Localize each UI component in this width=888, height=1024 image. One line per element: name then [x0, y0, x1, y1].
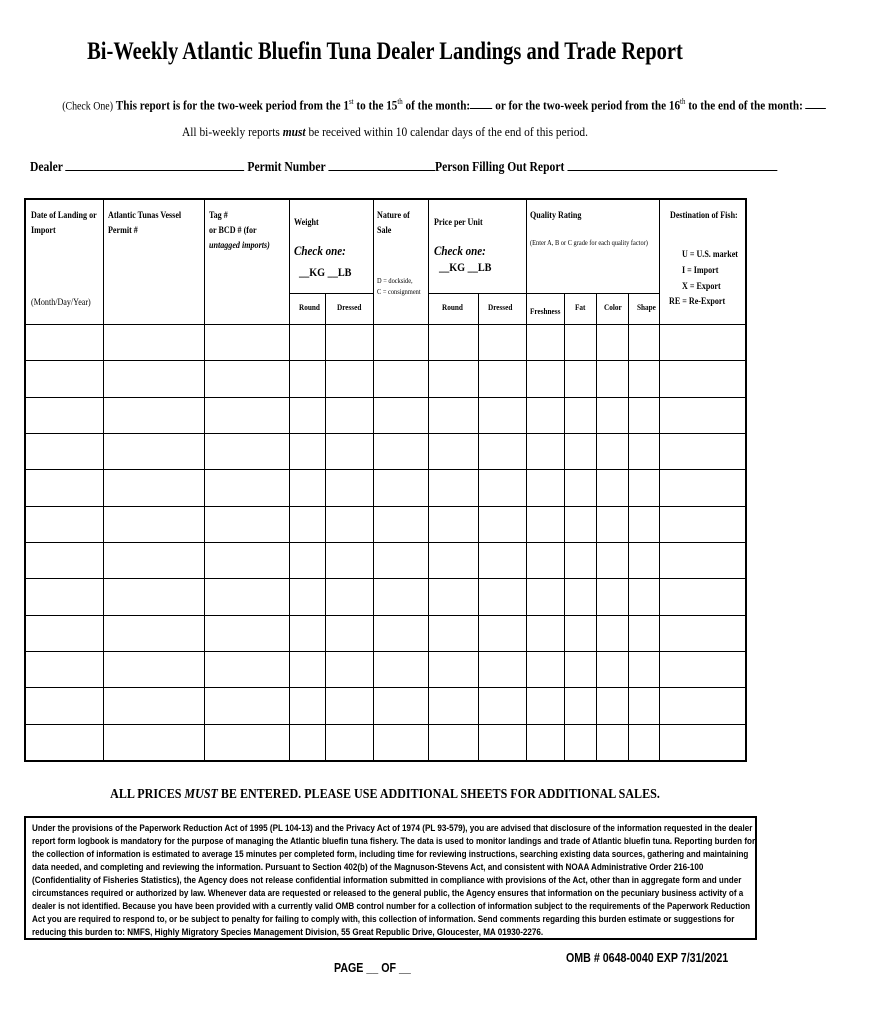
table-cell[interactable] [478, 542, 526, 578]
table-cell[interactable] [628, 651, 659, 687]
first-half-checkbox-blank[interactable] [470, 97, 492, 109]
prices-note [54, 787, 716, 803]
table-cell[interactable] [659, 397, 745, 433]
table-cell[interactable] [628, 397, 659, 433]
header-tag-2: or BCD # (for [209, 226, 257, 236]
table-cell[interactable] [596, 687, 628, 723]
table-cell[interactable] [596, 615, 628, 651]
page-of-page: PAGE __ OF __ [334, 960, 411, 975]
period-text-3: of the month: [402, 97, 471, 113]
table-cell[interactable] [26, 506, 103, 542]
permit-number-label: Permit Number [244, 159, 329, 174]
table-cell[interactable] [103, 578, 204, 614]
table-cell[interactable] [428, 324, 478, 360]
table-cell[interactable] [428, 433, 478, 469]
table-cell[interactable] [373, 469, 428, 505]
table-cell[interactable] [204, 469, 289, 505]
table-cell[interactable] [478, 360, 526, 396]
person-filling-label: Person Filling Out Report [435, 159, 568, 174]
quality-color: Color [604, 302, 622, 312]
table-cell[interactable] [526, 578, 564, 614]
table-cell[interactable] [325, 397, 373, 433]
table-cell[interactable] [526, 433, 564, 469]
dest-export: X = Export [682, 282, 721, 292]
table-cell[interactable] [373, 578, 428, 614]
prices-note-text-end: BE ENTERED. PLEASE USE ADDITIONAL SHEETS FOR ADDITIONAL SALES. [217, 787, 660, 802]
header-date-format: (Month/Day/Year) [31, 298, 91, 308]
table-cell[interactable] [596, 360, 628, 396]
table-cell[interactable] [26, 651, 103, 687]
permit-number-field[interactable] [328, 158, 435, 171]
table-cell[interactable] [526, 506, 564, 542]
second-half-checkbox-blank[interactable] [806, 97, 827, 109]
weight-sub-rule [289, 293, 373, 294]
omb-number: OMB # 0648-0040 EXP 7/31/2021 [566, 950, 729, 965]
table-cell[interactable] [289, 433, 325, 469]
table-cell[interactable] [478, 324, 526, 360]
table-cell[interactable] [428, 615, 478, 651]
table-cell[interactable] [596, 724, 628, 760]
table-cell[interactable] [103, 651, 204, 687]
form-title: Bi-Weekly Atlantic Bluefin Tuna Dealer Landings and Trade Report [87, 38, 683, 65]
table-cell[interactable] [564, 433, 596, 469]
table-cell[interactable] [596, 506, 628, 542]
prices-note-emphasis: MUST [184, 787, 218, 802]
table-cell[interactable] [659, 506, 745, 542]
table-cell[interactable] [289, 397, 325, 433]
table-cell[interactable] [564, 687, 596, 723]
table-cell[interactable] [204, 360, 289, 396]
table-cell[interactable] [428, 578, 478, 614]
table-cell[interactable] [204, 687, 289, 723]
table-cell[interactable] [659, 687, 745, 723]
table-cell[interactable] [659, 324, 745, 360]
header-date-2: Import [31, 226, 56, 236]
table-cell[interactable] [325, 324, 373, 360]
deadline-text-end: be received within 10 calendar days of the end of this period. [305, 124, 589, 139]
table-cell[interactable] [478, 724, 526, 760]
table-cell[interactable] [103, 324, 204, 360]
table-cell[interactable] [478, 469, 526, 505]
table-cell[interactable] [26, 397, 103, 433]
header-weight: Weight [294, 218, 319, 228]
check-one-label: (Check One) [62, 100, 113, 113]
table-cell[interactable] [325, 651, 373, 687]
table-cell[interactable] [428, 360, 478, 396]
table-cell[interactable] [526, 687, 564, 723]
table-cell[interactable] [478, 615, 526, 651]
table-cell[interactable] [596, 651, 628, 687]
dealer-info-line [30, 158, 777, 175]
table-cell[interactable] [628, 724, 659, 760]
price-round: Round [442, 302, 463, 312]
table-cell[interactable] [103, 433, 204, 469]
weight-units[interactable]: __KG __LB [299, 265, 352, 279]
table-cell[interactable] [526, 397, 564, 433]
table-cell[interactable] [596, 469, 628, 505]
table-cell[interactable] [428, 687, 478, 723]
table-cell[interactable] [204, 651, 289, 687]
table-cell[interactable] [289, 724, 325, 760]
header-vessel: Atlantic Tunas Vessel [108, 211, 182, 221]
landings-table [24, 198, 747, 762]
table-cell[interactable] [564, 724, 596, 760]
nature-consignment: C = consignment [377, 287, 421, 296]
table-cell[interactable] [564, 506, 596, 542]
table-cell[interactable] [26, 687, 103, 723]
deadline-emphasis: must [282, 124, 306, 139]
quality-note: (Enter A, B or C grade for each quality factor) [530, 238, 648, 247]
table-cell[interactable] [628, 687, 659, 723]
paperwork-notice-text: Under the provisions of the Paperwork Reduction Act of 1995 (PL 104-13) and the Privacy Act of 1974 (PL 93-579), you are advised that disclosure of the information requested in the dealer report form logbook is mandatory for the purpose of managing the Atlantic bluefin tuna fishery. The data is used to monitor landings and trade of Atlantic bluefin tuna. Reporting burden for the collection of information is estimated to average 15 minutes per completed form, including time for reviewing instructions, searching existing data sources, gathering and maintaining data needed, and completing and reviewing the information. Pursuant to Section 402(b) of the Magnuson-Stevens Act, and consistent with NOAA Administrative Order 216-100 (Confidentiality of Fisheries Statistics), the Agency does not release confidential information submitted in compliance with provisions of the Act, other than in aggregate form and under circumstances required or authorized by law. Whenever data are requested or released to the general public, the Agency ensures that information on the pecuniary business activity of a dealer is not identified. Because you have been provided with a currently valid OMB control number for a collection of information subject to the requirements of the Paperwork Reduction Act you are required to respond to, or be subject to penalty for failing to comply with, this collection of information. Send comments regarding this burden estimate or suggestions for reducing this burden to: NMFS, Highly Migratory Species Management Division, 55 Great Republic Drive, Gloucester, MA 01930-2276. [32, 823, 756, 938]
table-cell[interactable] [204, 578, 289, 614]
table-cell[interactable] [596, 542, 628, 578]
table-cell[interactable] [289, 324, 325, 360]
table-cell[interactable] [204, 506, 289, 542]
table-cell[interactable] [325, 542, 373, 578]
table-cell[interactable] [373, 724, 428, 760]
table-cell[interactable] [659, 433, 745, 469]
table-cell[interactable] [659, 724, 745, 760]
quality-freshness: Freshness [530, 306, 561, 316]
table-cell[interactable] [373, 397, 428, 433]
table-cell[interactable] [526, 724, 564, 760]
table-cell[interactable] [373, 687, 428, 723]
table-cell[interactable] [564, 651, 596, 687]
table-cell[interactable] [289, 360, 325, 396]
table-cell[interactable] [596, 324, 628, 360]
price-dressed: Dressed [488, 302, 513, 312]
table-cell[interactable] [564, 360, 596, 396]
table-cell[interactable] [325, 578, 373, 614]
weight-dressed: Dressed [337, 302, 362, 312]
period-text-2: to the 15 [353, 97, 398, 113]
table-cell[interactable] [373, 324, 428, 360]
table-cell[interactable] [26, 615, 103, 651]
table-cell[interactable] [289, 578, 325, 614]
table-cell[interactable] [289, 651, 325, 687]
table-cell[interactable] [325, 506, 373, 542]
table-cell[interactable] [103, 360, 204, 396]
price-check-one: Check one: [434, 243, 486, 258]
table-cell[interactable] [325, 433, 373, 469]
quality-sub-rule [526, 293, 659, 294]
table-cell[interactable] [428, 469, 478, 505]
table-cell[interactable] [659, 360, 745, 396]
table-cell[interactable] [478, 687, 526, 723]
table-cell[interactable] [26, 360, 103, 396]
table-cell[interactable] [428, 506, 478, 542]
table-cell[interactable] [103, 724, 204, 760]
dealer-field[interactable] [66, 158, 245, 171]
table-cell[interactable] [428, 542, 478, 578]
person-filling-field[interactable] [567, 158, 777, 171]
table-cell[interactable] [526, 469, 564, 505]
prices-note-text: ALL PRICES [110, 787, 185, 802]
table-cell[interactable] [628, 615, 659, 651]
dest-import: I = Import [682, 266, 719, 276]
table-cell[interactable] [325, 615, 373, 651]
table-cell[interactable] [204, 397, 289, 433]
table-cell[interactable] [526, 324, 564, 360]
table-cell[interactable] [325, 724, 373, 760]
table-cell[interactable] [373, 433, 428, 469]
table-cell[interactable] [103, 506, 204, 542]
table-cell[interactable] [596, 433, 628, 469]
table-cell[interactable] [659, 615, 745, 651]
table-cell[interactable] [564, 397, 596, 433]
table-cell[interactable] [325, 469, 373, 505]
table-cell[interactable] [289, 469, 325, 505]
table-cell[interactable] [26, 724, 103, 760]
table-cell[interactable] [26, 578, 103, 614]
table-cell[interactable] [26, 324, 103, 360]
table-cell[interactable] [103, 397, 204, 433]
table-cell[interactable] [628, 506, 659, 542]
table-cell[interactable] [564, 578, 596, 614]
table-cell[interactable] [526, 651, 564, 687]
price-sub-rule [428, 293, 526, 294]
table-cell[interactable] [103, 687, 204, 723]
table-cell[interactable] [659, 651, 745, 687]
table-cell[interactable] [478, 506, 526, 542]
table-cell[interactable] [103, 615, 204, 651]
table-cell[interactable] [526, 615, 564, 651]
header-tag-3: untagged imports) [209, 241, 270, 251]
table-cell[interactable] [289, 615, 325, 651]
header-destination: Destination of Fish: [670, 211, 738, 221]
table-cell[interactable] [428, 397, 478, 433]
deadline-text: All bi-weekly reports [181, 124, 283, 139]
header-tag: Tag # [209, 211, 228, 221]
table-cell[interactable] [628, 578, 659, 614]
table-cell[interactable] [373, 615, 428, 651]
table-cell[interactable] [596, 397, 628, 433]
table-cell[interactable] [373, 506, 428, 542]
table-cell[interactable] [204, 324, 289, 360]
dest-us: U = U.S. market [682, 250, 738, 260]
table-cell[interactable] [628, 360, 659, 396]
table-cell[interactable] [325, 687, 373, 723]
dest-reexport: RE = Re-Export [669, 297, 726, 307]
sup-th-1: th [397, 97, 403, 106]
table-cell[interactable] [659, 578, 745, 614]
table-cell[interactable] [26, 542, 103, 578]
table-cell[interactable] [26, 469, 103, 505]
table-cell[interactable] [526, 542, 564, 578]
table-cell[interactable] [596, 578, 628, 614]
table-cell[interactable] [564, 542, 596, 578]
table-cell[interactable] [564, 615, 596, 651]
table-cell[interactable] [26, 433, 103, 469]
period-text-1: This report is for the two-week period from the 1 [115, 97, 349, 113]
table-cell[interactable] [289, 542, 325, 578]
nature-dockside: D = dockside, [377, 276, 413, 285]
table-cell[interactable] [373, 360, 428, 396]
table-cell[interactable] [628, 433, 659, 469]
table-cell[interactable] [289, 687, 325, 723]
period-line [0, 97, 806, 113]
weight-check-one: Check one: [294, 243, 346, 258]
table-cell[interactable] [428, 724, 478, 760]
table-cell[interactable] [659, 469, 745, 505]
weight-round: Round [299, 302, 320, 312]
table-cell[interactable] [659, 542, 745, 578]
quality-fat: Fat [575, 302, 586, 312]
table-cell[interactable] [628, 542, 659, 578]
table-cell[interactable] [325, 360, 373, 396]
table-cell[interactable] [373, 542, 428, 578]
table-cell[interactable] [103, 469, 204, 505]
table-cell[interactable] [628, 469, 659, 505]
header-date: Date of Landing or [31, 211, 97, 221]
sup-st: st [348, 97, 354, 106]
sup-th-2: th [680, 97, 686, 106]
table-cell[interactable] [204, 542, 289, 578]
table-cell[interactable] [204, 615, 289, 651]
paperwork-notice-box [24, 816, 757, 940]
deadline-note [46, 124, 724, 140]
table-cell[interactable] [373, 651, 428, 687]
table-cell[interactable] [478, 578, 526, 614]
table-cell[interactable] [204, 433, 289, 469]
quality-shape: Shape [637, 302, 656, 312]
header-vessel-2: Permit # [108, 226, 138, 236]
price-units[interactable]: __KG __LB [439, 260, 492, 274]
table-cell[interactable] [478, 397, 526, 433]
period-text-4: or for the two-week period from the 16 [492, 97, 681, 113]
table-cell[interactable] [628, 324, 659, 360]
table-cell[interactable] [204, 724, 289, 760]
dealer-label: Dealer [30, 159, 66, 174]
header-nature: Nature of [377, 211, 410, 221]
table-cell[interactable] [478, 433, 526, 469]
table-cell[interactable] [564, 324, 596, 360]
header-nature-2: Sale [377, 226, 392, 236]
header-quality: Quality Rating [530, 211, 582, 221]
table-cell[interactable] [103, 542, 204, 578]
table-cell[interactable] [289, 506, 325, 542]
table-cell[interactable] [478, 651, 526, 687]
table-cell[interactable] [428, 651, 478, 687]
table-cell[interactable] [526, 360, 564, 396]
weight-units-text: KG __LB [309, 265, 352, 279]
period-text-5: to the end of the month: [685, 97, 806, 113]
table-cell[interactable] [564, 469, 596, 505]
header-price: Price per Unit [434, 218, 483, 228]
